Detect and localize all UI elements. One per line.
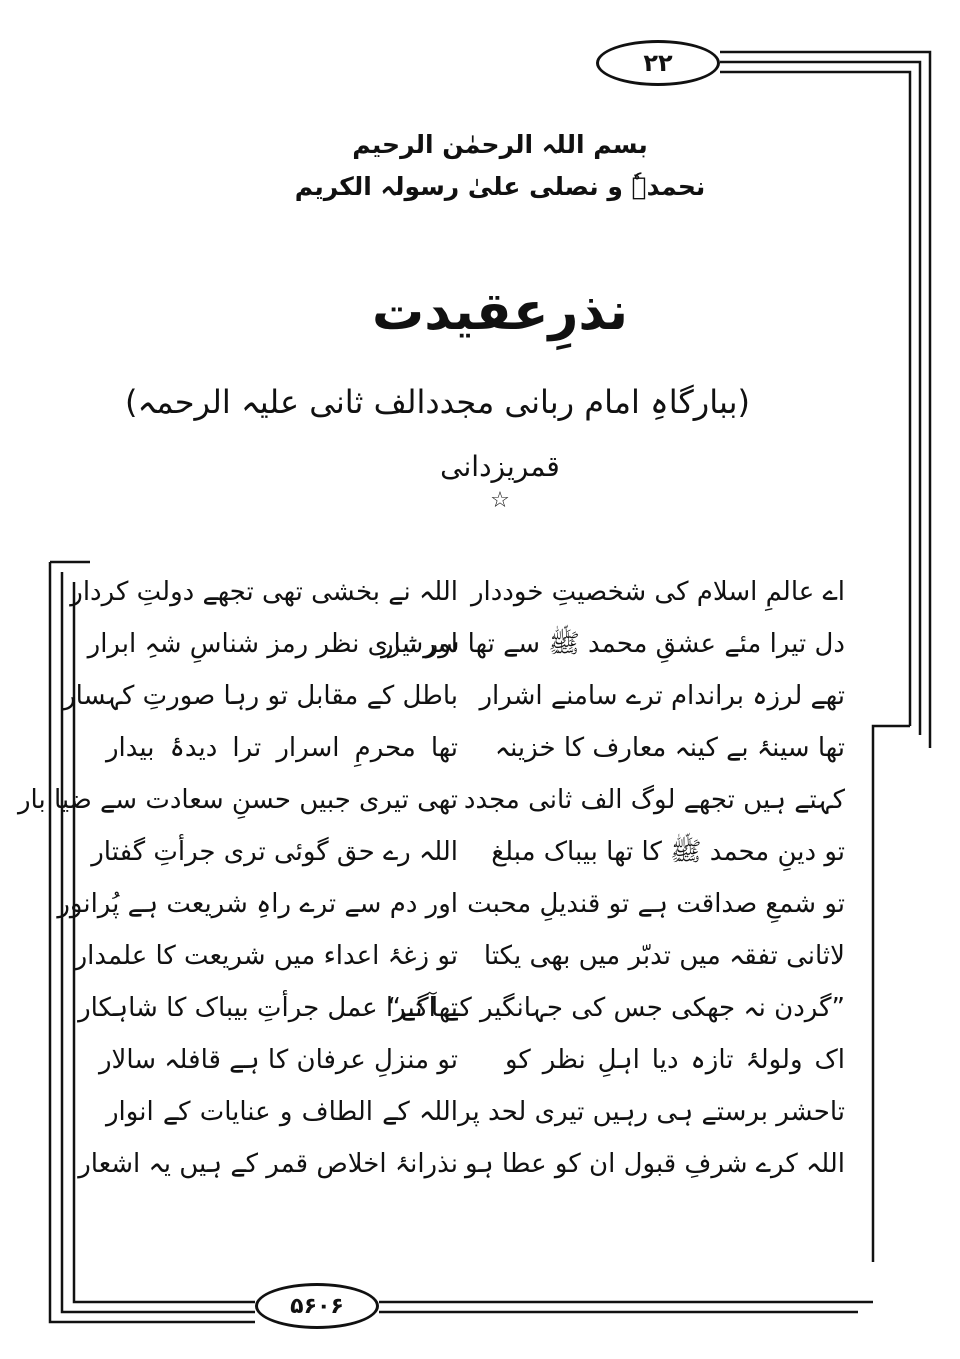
verse: تھی تیری جبیں حسنِ سعادت سے ضیا بار [17, 785, 458, 815]
verse: اللہ کے الطاف و عنایات کے انوار [106, 1097, 458, 1127]
verse: ”گردن نہ جھکی جس کی جہانگیر کے آگے“ [387, 993, 845, 1023]
verse: اللہ نے بخشی تھی تجھے دولتِ کردار [70, 577, 458, 607]
verse: تھا محرمِ اسرار ترا دیدۂ بیدار [106, 733, 458, 763]
star-icon: ☆ [490, 488, 510, 513]
verses-right-column [381, 566, 845, 1190]
bismillah: بسم اللہ الرحمٰن الرحیم [352, 130, 648, 159]
verse: تو شمعِ صداقت ہے تو قندیلِ محبت [467, 889, 845, 919]
page-number: ۲۲ [596, 40, 720, 86]
verse: تو منزلِ عرفان کا ہے قافلہ سالار [98, 1045, 458, 1075]
verse: تو دینِ محمد ﷺ کا تھا بیباک مبلغ [491, 837, 845, 867]
salutation: نحمدہٗ و نصلی علیٰ رسولہ الکریم [294, 172, 706, 201]
verses-left-column [17, 566, 458, 1190]
verse: اللہ کرے شرفِ قبول ان کو عطا ہو [464, 1149, 845, 1179]
verse: تھا تیرا عمل جرأتِ بیباک کا شاہکار [78, 993, 458, 1023]
verse: تو زغۂ اعداء میں شریعت کا علمدار [74, 941, 458, 971]
verse: تھے لرزہ براندام ترے سامنے اشرار [479, 681, 845, 711]
verse: اللہ رے حق گوئی تری جرأتِ گفتار [91, 837, 458, 867]
verse: تھا سینۂ بے کینہ معارف کا خزینہ [494, 733, 845, 763]
poet-name: قمریزدانی [440, 450, 560, 483]
verse: باطل کے مقابل تو رہا صورتِ کہسار [63, 681, 458, 711]
verse: لاثانی تفقہ میں تدبّر میں بھی یکتا [483, 941, 845, 971]
verse: اک ولولۂ تازہ دیا اہلِ نظر کو [505, 1045, 845, 1075]
verse: اور تیری نظر رمز شناسِ شہِ ابرار [87, 629, 458, 659]
verse: تاحشر برستے ہی رہیں تیری لحد پر [458, 1097, 845, 1127]
footer-code: ۵۶۰۶ [255, 1283, 379, 1329]
page-title: نذرِعقیدت [372, 282, 628, 342]
verse: دل تیرا مئے عشقِ محمد ﷺ سے تھا سرشار [381, 629, 845, 659]
verse: اے عالمِ اسلام کی شخصیتِ خوددار [470, 577, 845, 607]
verse: اور دم سے ترے راہِ شریعت ہے پُرانور [57, 889, 458, 919]
subtitle: (ببارگاہِ امام ربانی مجددالف ثانی علیہ الرحمہ) [124, 383, 750, 421]
verse: کہتے ہیں تجھے لوگ الف ثانی مجدد [463, 785, 845, 815]
verse: نذرانۂ اخلاص قمر کے ہیں یہ اشعار [78, 1149, 458, 1179]
